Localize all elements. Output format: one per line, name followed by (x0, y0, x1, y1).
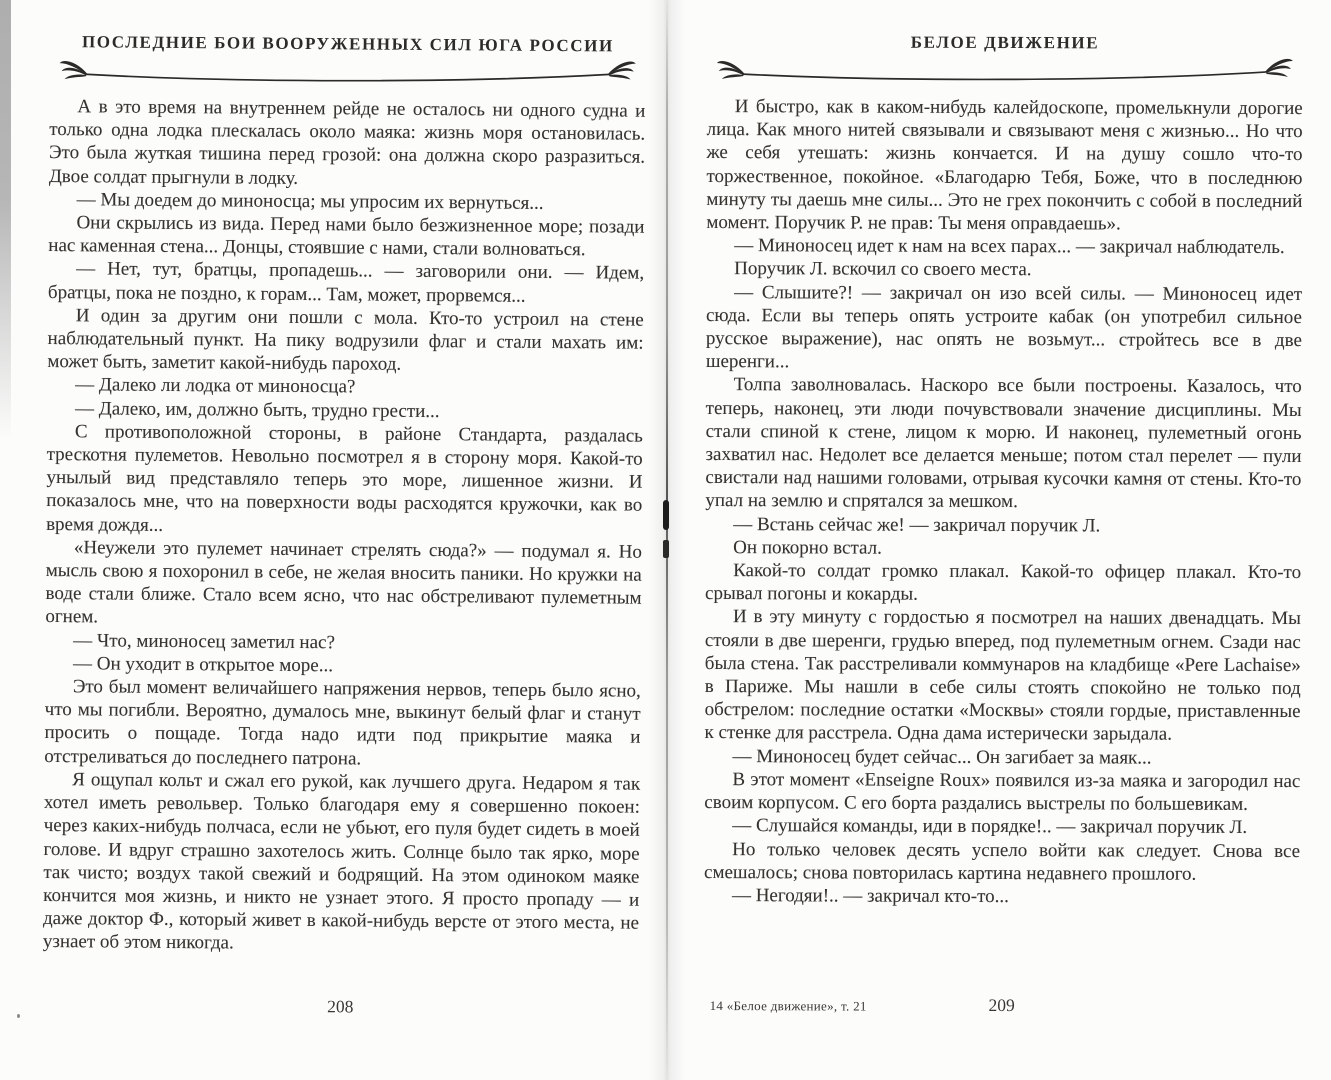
paragraph: «Неужели это пулемет начинает стрелять сюда?» — подумал я. Но мысль свою я похоронил в себе, не желая вносить паники. Но кружки на воде стали ближе. Стало всем ясно, что нас обстреливают пулеметным огнем. (45, 537, 643, 628)
gutter-ink-mark (663, 540, 669, 558)
paragraph: Какой-то солдат громко плакал. Какой-то офицер плакал. Кто-то срывал погоны и кокарды. (705, 560, 1302, 606)
photo-edge-shadow (0, 0, 11, 440)
paragraph: В этот момент «Enseigne Roux» появился из-за маяка и загородил нас своим корпусом. С его борта раздались выстрелы по большевикам. (704, 768, 1301, 815)
paragraph: И один за другим они пошли с мола. Кто-то устроил на стене наблюдательный пункт. На пику водрузили флаг и стали махать им: может быть, заметит какой-нибудь пароход. (47, 305, 644, 376)
right-page-number: 209 (988, 994, 1015, 1016)
paragraph: — Миноносец идет к нам на всех парах... — закричал наблюдатель. (734, 235, 1285, 259)
paragraph: Я ощупал кольт и сжал его рукой, как лучшего друга. Недаром я так хотел иметь револьвер. Только благодаря ему я совершенно покоен: через каких-нибудь полчаса, если не убьют, его пуля будет сидеть в моей голове. И вдруг страшно захотелось жить. Солнце было так ярко, море так чисто; воздух такой свежий и бодрящий. На этом одиноком маяке кончится моя жизнь, и никто не узнает этого. Я просто пропаду — и даже доктор Ф., который живет в какой-нибудь версте от этого места, не узнает об этом никогда. (42, 769, 641, 954)
right-running-head: БЕЛОЕ ДВИЖЕНИЕ (910, 32, 1100, 53)
paragraph: А в это время на внутреннем рейде не осталось ни одного судна и только одна лодка плескалась около маяка: жизнь моря остановилась. Это была жуткая тишина перед грозой: она должна скоро разразиться. Двое солдат прыгнули в лодку. (48, 96, 646, 189)
left-page-number: 208 (327, 996, 354, 1017)
right-page (703, 32, 1303, 1044)
left-running-head: ПОСЛЕДНИЕ БОИ ВООРУЖЕННЫХ СИЛ ЮГА РОССИИ (81, 32, 614, 56)
paragraph: Он покорно встал. (733, 536, 882, 559)
headpiece-flourish-icon (56, 54, 640, 87)
left-body-text (43, 95, 646, 958)
paragraph: Они скрылись из вида. Перед нами было безжизненное море; позади нас каменная стена... Донцы, стоявшие с нами, стали волноваться. (48, 212, 645, 261)
paper-speck (17, 1014, 20, 1018)
paragraph: Но только человек десять успело войти как следует. Снова все смешалось; снова повторилась картина недавнего прошлого. (704, 838, 1301, 885)
paragraph: И в эту минуту с гордостью я посмотрел на наших двенадцать. Мы стояли в две шеренги, грудью вперед, под пулеметным огнем. Сзади нас была стена. Так расстреливали коммунаров на кладбище «Pere Lachaise» в Париже. Мы нашли в себе силы стоять спокойно не только под обстрелом: последние остатки «Москвы» стояли гордые, приставленные к стенке для расстрела. Одна дама истерически зарыдала. (704, 606, 1301, 746)
right-body-text (704, 95, 1303, 909)
paragraph: — Миноносец будет сейчас... Он загибает за маяк... (732, 745, 1152, 769)
paragraph: С противоположной стороны, в районе Стандарта, раздалась трескотня пулеметов. Невольно посмотрел я в сторону моря. Какой-то унылый вид представляло теперь это море, лишенное жизни. И показалось мне, что на поверхности воды расходятся кружочки, как во время дождя... (46, 421, 643, 536)
paragraph: — Слышите?! — закричал он изо всей силы. — Миноносец идет сюда. Если вы теперь опять устроите кабак (он употребил сильное русское выражение), нас опять не возьмут... стройтесь все в две шеренги... (705, 281, 1303, 373)
paragraph: — Что, миноносец заметил нас? (73, 629, 336, 653)
paragraph: Поручик Л. вскочил со своего места. (734, 258, 1032, 281)
paragraph: — Нет, тут, братцы, пропадешь... — заговорили они. — Идем, братцы, пока не поздно, к горам... Там, может, прорвемся... (47, 258, 645, 307)
paragraph: И быстро, как в каком-нибудь калейдоскопе, промелькнули дорогие лица. Как много нитей связывали и связывают меня с жизнью... Но что же себя утешать: жизнь кончается. И на душу сошло что-то торжественное, покойное. «Благодарю Тебя, Боже, что в последнюю минуту ты даешь мне силы... Это не грех покончить с собой в последний момент. Поручик Р. не прав: Ты меня оправдаешь». (706, 96, 1303, 235)
edition-footer-note: 14 «Белое движение», т. 21 (709, 998, 867, 1014)
paragraph: — Мы доедем до миноносца; мы упросим их вернуться... (76, 189, 544, 214)
left-page (42, 32, 646, 1047)
paragraph: — Он уходит в открытое море... (72, 653, 334, 677)
paragraph: Толпа заволновалась. Наскоро все были построены. Казалось, что теперь, наконец, эти люди почувствовали значение дисциплины. Мы стали спиной к стене, лицом к морю. И наконец, пулеметный огонь захватил нас. Недолет все делается меньше; потом стал перелет — пули свистали над нашими головами, отрывая кусочки камня от стены. Кто-то упал на землю и спрятался за мешком. (705, 374, 1302, 513)
paragraph: — Далеко ли лодка от миноносца? (75, 374, 356, 398)
headpiece-flourish-icon (713, 54, 1297, 84)
paragraph: Это был момент величайшего напряжения нервов, теперь было ясно, что мы погибли. Вероятно, думалось мне, выкинут белый флаг и станут просить о пощаде. Тогда надо идти под прикрытие маяка и отстреливаться до последнего патрона. (44, 676, 641, 770)
paragraph: — Встань сейчас же! — закричал поручик Л. (733, 513, 1101, 537)
paragraph: — Слушайся команды, иди в порядке!.. — закричал поручик Л. (732, 815, 1248, 839)
paragraph: — Негодяи!.. — закричал кто-то... (731, 884, 1009, 907)
paragraph: — Далеко, им, должно быть, трудно грести... (74, 397, 440, 422)
gutter-ink-mark (663, 500, 669, 530)
